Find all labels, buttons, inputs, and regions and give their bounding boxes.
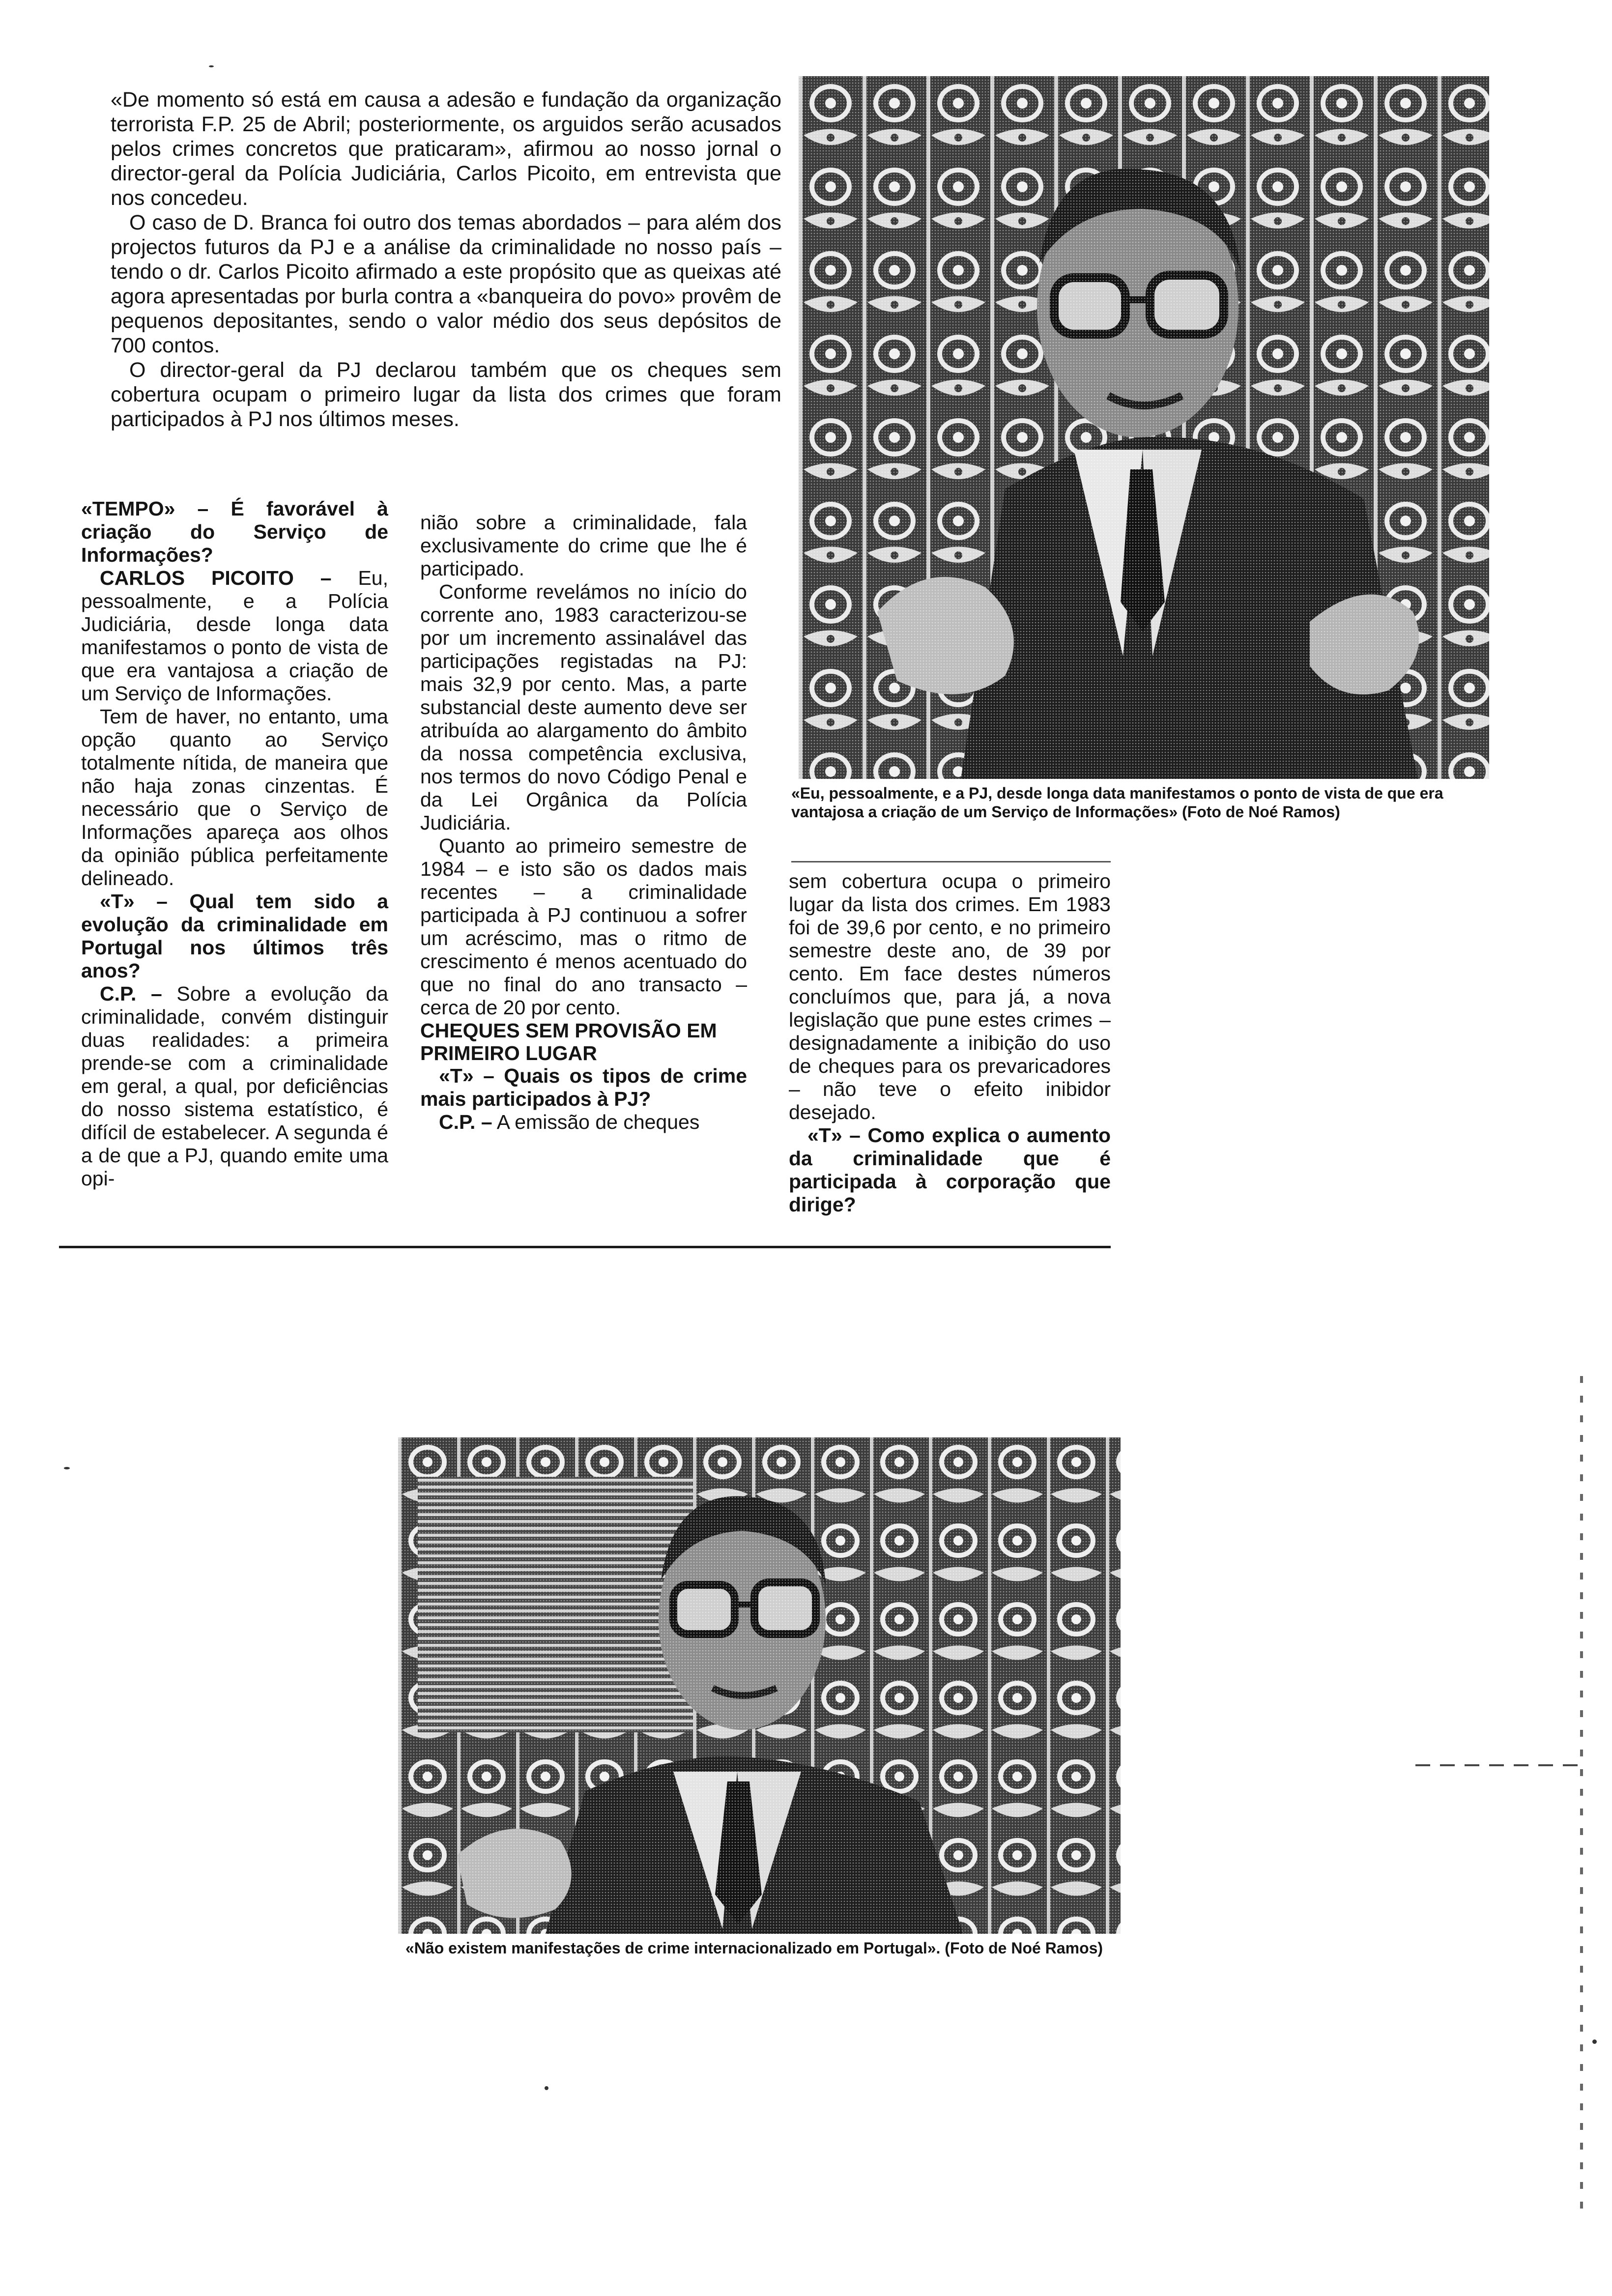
portrait-image-top (799, 76, 1489, 779)
photo-bottom-caption: «Não existem manifestações de crime internacionalizado em Portugal». (Foto de Noé Ramos) (405, 1939, 1103, 1957)
answer-1-continued: Tem de haver, no entanto, uma opção quanto ao Serviço totalmente nítida, de maneira que não haja zonas cinzentas. É necessário que o Serviço de Informações apareça aos olhos da opinião pública perfeitamente delineado. (81, 705, 388, 890)
article-column-3 (789, 870, 1111, 1216)
column-2-paragraph-2: Conforme revelámos no início do corrente ano, 1983 caracterizou-se por um incremento assinalável das participações registadas na PJ: mais 32,9 por cento. Mas, a parte substancial deste aumento deve ser atribuída ao alargamento do âmbito da nossa competência exclusiva, nos termos do novo Código Penal e da Lei Orgânica da Polícia Judiciária. (420, 580, 747, 834)
photo-portrait-bottom (398, 1437, 1121, 1934)
question-1: «TEMPO» – É favorável à criação do Serviço de Informações? (81, 497, 388, 566)
answer-2-speaker: C.P. – (100, 982, 162, 1005)
intro-paragraph-2: O caso de D. Branca foi outro dos temas abordados – para além dos projectos futuros da PJ e a análise da criminalidade no nosso país – tendo o dr. Carlos Picoito afirmado a este propósito que as queixas até agora apresentadas por burla contra a «banqueira do povo» provêm de pequenos depositantes, sendo o valor médio dos seus depósitos de 700 contos. (111, 211, 781, 357)
column-3-paragraph-1: sem cobertura ocupa o primeiro lugar da lista dos crimes. Em 1983 foi de 39,6 por cento, e no primeiro semestre deste ano, de 39 por cento. Em face destes números concluímos que, para já, a nova legislação que pune estes crimes – designadamente a inibição do uso de cheques para os prevaricadores – não teve o efeito inibidor desejado. (789, 870, 1111, 1123)
scan-edge-mark (1580, 1376, 1583, 2211)
scan-speck (545, 2086, 548, 2090)
article-column-1 (81, 497, 388, 1190)
photo-top-caption: «Eu, pessoalmente, e a PJ, desde longa data manifestamos o ponto de vista de que era vantajosa a criação de um Serviço de Informações» (Foto de Noé Ramos) (791, 784, 1443, 821)
portrait-image-bottom (398, 1437, 1121, 1934)
column-2-paragraph-3: Quanto ao primeiro semestre de 1984 – e isto são os dados mais recentes – a criminalidade participada à PJ continuou a sofrer um acréscimo, mas o ritmo de crescimento é menos acentuado do que no final do ano transacto – cerca de 20 por cento. (420, 834, 747, 1019)
article-intro (111, 87, 781, 431)
column-divider-rule (791, 861, 1111, 862)
intro-paragraph-1: «De momento só está em causa a adesão e fundação da organização terrorista F.P. 25 de Abril; posteriormente, os arguidos serão acusados pelos crimes concretos que praticaram», afirmou ao nosso jornal o director-geral da Polícia Judiciária, Carlos Picoito, em entrevista que nos concedeu. (111, 88, 781, 210)
question-2: «T» – Qual tem sido a evolução da criminalidade em Portugal nos últimos três anos? (81, 890, 388, 982)
scan-speck (1592, 2039, 1597, 2044)
answer-3-speaker: C.P. – (439, 1111, 492, 1133)
answer-3-text: A emissão de cheques (496, 1111, 700, 1133)
section-subhead: CHEQUES SEM PROVISÃO EM PRIMEIRO LUGAR (420, 1019, 717, 1064)
scan-dash-line (1415, 1764, 1583, 1766)
photo-portrait-top (799, 76, 1489, 779)
question-3: «T» – Quais os tipos de crime mais participados à PJ? (420, 1064, 747, 1110)
answer-1-text: Eu, pessoalmente, e a Polícia Judiciária, desde longa data manifestamos o ponto de vista de que era vantajosa a criação de um Serviço de Informações. (81, 567, 388, 705)
clipping-bottom-rule (59, 1246, 1111, 1248)
scan-speck (64, 1467, 70, 1469)
answer-2-text: Sobre a evolução da criminalidade, convém distinguir duas realidades: a primeira prende-se com a criminalidade em geral, a qual, por deficiências do nosso sistema estatístico, é difícil de estabelecer. A segunda é a de que a PJ, quando emite uma opi- (81, 982, 388, 1190)
question-4: «T» – Como explica o aumento da criminalidade que é participada à corporação que dirige? (789, 1124, 1111, 1216)
column-2-paragraph-1: nião sobre a criminalidade, fala exclusivamente do crime que lhe é participado. (420, 511, 747, 580)
answer-1-speaker: CARLOS PICOITO – (100, 567, 332, 589)
article-column-2 (420, 511, 747, 1134)
scan-speck (209, 65, 214, 67)
intro-paragraph-3: O director-geral da PJ declarou também que os cheques sem cobertura ocupam o primeiro lugar da lista dos crimes que foram participados à PJ nos últimos meses. (111, 358, 781, 431)
